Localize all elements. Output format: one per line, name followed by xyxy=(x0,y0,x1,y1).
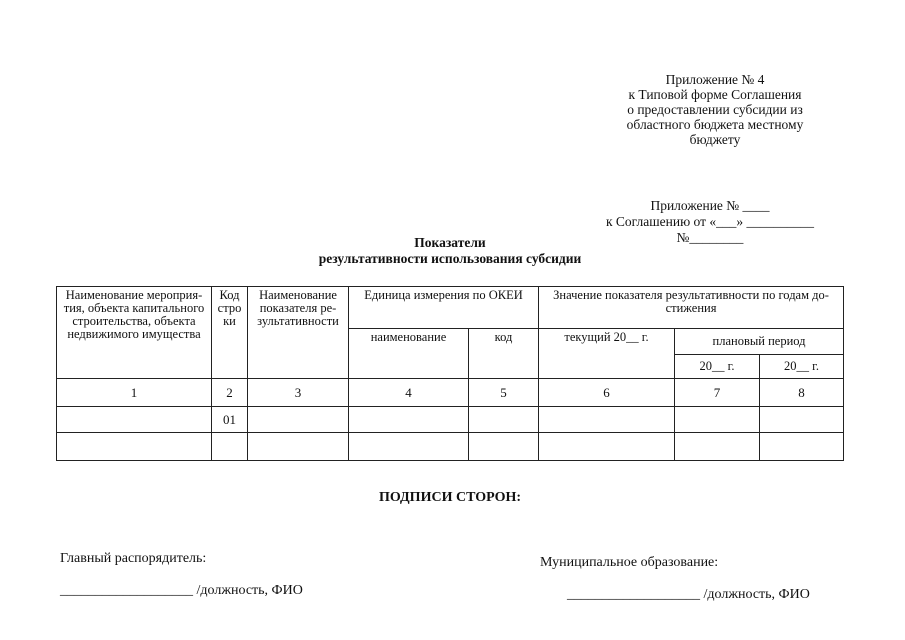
header-line-code: Код стро ки xyxy=(212,287,248,379)
table-cell xyxy=(675,433,760,461)
table-cell xyxy=(539,407,675,433)
table-cell xyxy=(349,433,469,461)
appendix-line-1: Приложение № 4 xyxy=(665,72,765,87)
column-number: 6 xyxy=(539,379,675,407)
column-number: 4 xyxy=(349,379,469,407)
header-unit-code: код xyxy=(469,329,539,379)
table-cell xyxy=(760,433,844,461)
municipality-signature-line: ___________________ /должность, ФИО xyxy=(567,587,810,602)
table-cell xyxy=(469,407,539,433)
indicators-table xyxy=(56,286,844,461)
header-planned-period: плановый период xyxy=(675,329,844,355)
agreement-appendix-number: Приложение № ____ xyxy=(650,198,770,213)
table-cell xyxy=(539,433,675,461)
table-row xyxy=(57,407,844,433)
column-number: 2 xyxy=(212,379,248,407)
header-activity: Наименование мероприя-тия, объекта капитального строительства, объекта недвижимого имущества xyxy=(57,287,212,379)
title-line-1: Показатели xyxy=(414,235,486,250)
table-cell: 01 xyxy=(212,407,248,433)
appendix-line-4: областного бюджета местному xyxy=(626,117,804,132)
column-number-row xyxy=(57,379,844,407)
table-cell xyxy=(469,433,539,461)
table-row xyxy=(57,433,844,461)
column-number: 3 xyxy=(248,379,349,407)
municipality-label: Муниципальное образование: xyxy=(540,555,719,570)
chief-administrator-label: Главный распорядитель: xyxy=(60,551,207,566)
column-number: 5 xyxy=(469,379,539,407)
header-unit-name: наименование xyxy=(349,329,469,379)
header-unit-group: Единица измерения по ОКЕИ xyxy=(349,287,539,329)
header-plan-year-2: 20__ г. xyxy=(760,355,844,379)
appendix-line-2: к Типовой форме Соглашения xyxy=(628,87,802,102)
header-indicator-name: Наименование показателя ре-зультативности xyxy=(248,287,349,379)
chief-administrator-signature-line: ___________________ /должность, ФИО xyxy=(60,583,303,598)
appendix-line-3: о предоставлении субсидии из xyxy=(627,102,803,117)
table-cell xyxy=(248,433,349,461)
table-cell xyxy=(248,407,349,433)
document-title xyxy=(250,235,650,267)
appendix-header xyxy=(590,72,840,147)
header-value-group: Значение показателя результативности по годам до-стижения xyxy=(539,287,844,329)
title-line-2: результативности использования субсидии xyxy=(318,251,582,266)
appendix-line-5: бюджету xyxy=(689,132,741,147)
header-plan-year-1: 20__ г. xyxy=(675,355,760,379)
table-cell xyxy=(57,407,212,433)
signatures-title: ПОДПИСИ СТОРОН: xyxy=(378,490,522,505)
table-cell xyxy=(349,407,469,433)
agreement-number: №________ xyxy=(676,230,744,245)
table-cell xyxy=(675,407,760,433)
header-current-year: текущий 20__ г. xyxy=(539,329,675,379)
agreement-date: к Соглашению от «___» __________ xyxy=(605,214,815,229)
header-row-1 xyxy=(57,287,844,329)
column-number: 7 xyxy=(675,379,760,407)
table-cell xyxy=(760,407,844,433)
column-number: 8 xyxy=(760,379,844,407)
table-cell xyxy=(212,433,248,461)
column-number: 1 xyxy=(57,379,212,407)
table-cell xyxy=(57,433,212,461)
